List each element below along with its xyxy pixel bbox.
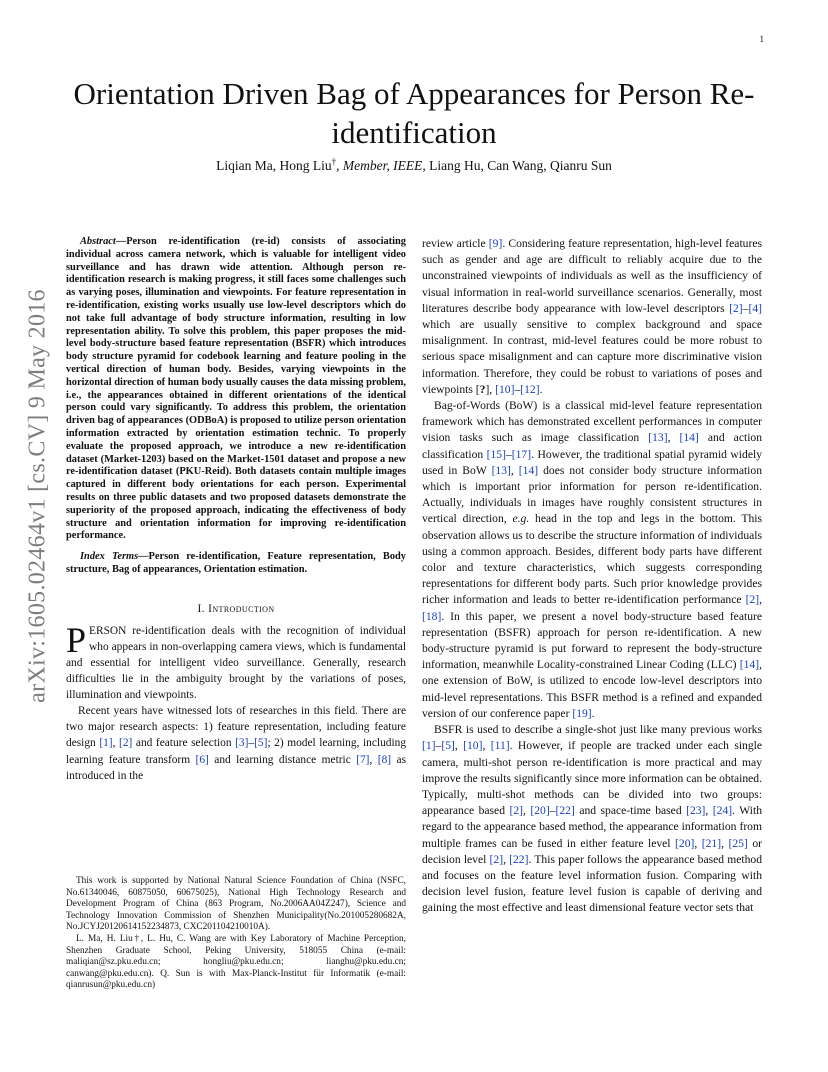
text-run: Recent years have witnessed lots of researches in this field. There are two major research aspects: 1) feature representation, including feature design [66,705,406,750]
text-run: or decision level [422,836,762,866]
citation-link[interactable]: [23] [686,804,706,818]
citation-link[interactable]: [9] [488,237,503,250]
intro-paragraph-1 [66,619,406,703]
citation-link[interactable]: [14] [518,463,539,477]
citation-link[interactable]: [22] [555,804,575,818]
citation-link[interactable]: [2] [119,737,133,750]
text-run: – [435,739,442,753]
text-run: Bag-of-Words (BoW) is a classical mid-level feature representation framework which has demonstrated excellent performances in computer vision tasks such as image classification [422,399,762,445]
right-paragraph-2 [422,398,762,722]
section-number: I. [197,602,209,615]
text-run: and space-time based [574,804,687,818]
intro-paragraph-2 [66,703,406,783]
text-run: and action classification [422,431,763,461]
text-run: , [503,852,510,866]
left-column [66,236,406,784]
eg-abbrev: e.g. [512,512,530,526]
citation-link[interactable]: [6] [195,753,209,766]
text-run: and feature selection [132,737,236,750]
text-run: as introduced in the [66,753,407,782]
citation-link[interactable]: [13] [491,463,511,477]
author-membership: Member, IEEE, [342,158,426,173]
citation-link[interactable]: [13] [648,431,668,445]
citation-link[interactable]: [4] [748,301,762,315]
citation-link[interactable]: [12] [520,382,540,396]
citation-link[interactable]: [24] [712,804,733,818]
funding-footnote: This work is supported by National Natural Science Foundation of China (NSFC, No.61340046, 60875050, 60675025), National High Technology Research and Development Program of China (863 Program, No.2006AA04Z247), Science and Technology Innovation Commission of Shenzhen Municipality(No.201005280682A, No.JCYJ20120614152234873, CXC201104210010A). [66,876,406,933]
text-run: – [505,447,512,461]
text-run: – [514,382,521,396]
text-run: head in the top and legs in the bottom. This observation allows us to describe the structure information of individuals using a common approach. Besides, different body parts have different color and texture characteristics, which suggests corresponding representations for different body parts. Such prior knowledge provides richer information and leads to better re-identification performance [422,512,762,607]
drop-cap: P [66,619,87,660]
text-run: , [369,753,378,766]
text-run: ], [485,382,496,396]
text-run: , [454,739,464,753]
citation-link[interactable]: [22] [509,852,529,866]
citation-link[interactable]: [2] [489,852,504,866]
author-names-a: Liqian Ma, Hong Liu [216,158,332,173]
text-run: . With regard to the appearance based method, the appearance information from multiple frames can be fused in either feature level [422,804,763,850]
citation-link[interactable]: [3] [235,737,249,750]
text-run: review article [422,237,489,250]
text-run: ; 2) model learning, including learning feature transform [66,737,407,766]
abstract [66,236,406,543]
citation-link[interactable]: [14] [679,431,699,445]
citation-link[interactable]: [2] [509,804,524,818]
abstract-text: —Person re-identification (re-id) consists of associating individual across camera network, which is valuable for intelligent video surveillance and has drawn wide attention. Although person re-identification research is making progress, it still faces some challenges such as varying poses, illumination and viewpoints. For feature representation in re-identification, existing works usually use low-level descriptors which do not take full advantage of body structure information, resulting in low representation ability. To solve this problem, this paper proposes the mid-level body-structure based feature representation (BSFR) which introduces body structure pyramid for codebook learning and feature pooling in the vertical direction of human body. Besides, varying viewpoints in the horizontal direction of human body usually causes the data missing problem, i.e., the appearances obtained in different orientations of the identical person could vary significantly. To address this problem, the orientation driven bag of appearances (ODBoA) is proposed to utilize person orientation information extracted by orientation estimation technic. To properly evaluate the proposed approach, we introduce a new re-identification dataset (Market-1203) based on the Market-1501 dataset and propose a new re-identification dataset (PKU-Reid). Both datasets contain multiple images captured in different body orientations for each person. Experimental results on three public datasets and two proposed datasets demonstrate the superiority of the proposed approach, indicating the effectiveness of body structure and orientation information for improving re-identification performance. [66,236,406,542]
text-run: , [510,463,519,477]
page-number: 1 [759,34,764,44]
intro-p1-text: re-identification deals with the recognition of individual who appears in non-overlapping camera views, which is fundamental and essential for intelligent video surveillance. Generally, research difficulties lie in the ambiguity brought by the variations of poses, illumination and viewpoints. [66,624,406,702]
text-run: does not consider body structure information which is important prior information for person re-identification. Actually, individuals in images have roughly consistent structures in vertical direction, [422,463,762,526]
text-run: – [248,737,255,750]
text-run: , [667,431,680,445]
text-run: , [482,739,491,753]
citation-link[interactable]: [2] [729,301,743,315]
citation-link[interactable]: [11] [490,739,510,753]
affiliation-footnote: L. Ma, H. Liu†, L. Hu, C. Wang are with Key Laboratory of Machine Perception, Shenzhen Graduate School, Peking University, 518055 China (e-mail: maliqian@sz.pku.edu.cn; hongliu@pku.edu.cn; lianghu@pku.edu.cn; canwang@pku.edu.cn). Q. Sun is with Max-Planck-Institut für Informatik (e-mail: qianrusun@pku.edu.cn) [66,933,406,991]
index-terms [66,551,406,577]
citation-link[interactable]: [18] [422,609,442,623]
unresolved-citation: ? [479,382,486,396]
citation-link[interactable]: [25] [728,836,748,850]
citation-link[interactable]: [10] [495,382,515,396]
text-run: . However, the traditional spatial pyramid widely used in BoW [422,447,762,477]
text-run: . In this paper, we present a novel body-structure based feature representation (BSFR) approach for person re-identification. A new body-structure pyramid is put forward to represent the body-structure information, meanwhile Locality-constrained Linear Coding (LLC) [422,609,762,672]
abstract-label: Abstract [80,236,116,247]
text-run: , [694,836,702,850]
text-run: , one extension of BoW, is utilized to encode low-level descriptors into mid-level representations. This BSFR method is a refined and expanded version of our conference paper [422,658,762,720]
text-run: , [759,593,762,607]
citation-link[interactable]: [21] [701,836,722,850]
intro-caps-word: ERSON [89,624,127,637]
text-run: . This paper follows the appearance based method and focuses on the feature level information fusion. Comparing with decision level fusion, feature level fusion is capable of deriving and gaining the most effective and least dimensional feature vector sets that [422,852,762,915]
text-run: BSFR is used to describe a single-shot just like many previous works [434,723,762,737]
text-run: , [112,737,120,750]
citation-link[interactable]: [7] [356,753,370,766]
text-run: . [591,706,595,720]
text-run: , [523,804,531,818]
text-run: and learning distance metric [208,753,357,766]
right-column [422,236,762,917]
section-title: Introduction [208,602,275,615]
citation-link[interactable]: [10] [463,739,483,753]
citation-link[interactable]: [14] [739,658,760,672]
text-run: – [549,804,556,818]
citation-link[interactable]: [15] [486,447,506,461]
section-heading [66,601,406,617]
text-run: which are usually sensitive to complex background and space misalignment. In contrast, mid-level features could be more robust to serious space misalignment and can capture more discriminative vision information. Therefore, they could be robust to variations of poses and viewpoints [ [422,318,762,396]
citation-link[interactable]: [5] [254,737,268,750]
text-run: . Considering feature representation, high-level features such as gender and age are difficult to reliably acquire due to the unconstrained viewpoints of individuals as well as the insufficiency of visual information in real-world surveillance scenarios. Generally, most literatures describe body appearance with low-level descriptors [422,237,762,315]
corresponding-author-mark: † [331,156,337,167]
arxiv-stamp: arXiv:1605.02464v1 [cs.CV] 9 May 2016 [24,289,51,703]
citation-link[interactable]: [17] [511,447,532,461]
author-list: Liqian Ma, Hong Liu†, Member, IEEE, Liang Hu, Can Wang, Qianru Sun [216,156,612,173]
author-names-b: Liang Hu, Can Wang, Qianru Sun [425,158,612,173]
index-terms-text: —Person re-identification, Feature representation, Body structure, Bag of appearances, Orientation estimation. [66,551,406,575]
citation-link[interactable]: [2] [745,593,760,607]
text-run: – [742,301,749,315]
citation-link[interactable]: [20] [530,804,550,818]
right-paragraph-1 [422,236,762,398]
citation-link[interactable]: [5] [441,739,455,753]
citation-link[interactable]: [19] [572,706,592,720]
right-paragraph-3 [422,722,762,916]
index-terms-label: Index Terms [80,551,139,563]
text-run: . [539,382,543,396]
citation-link[interactable]: [1] [99,737,113,750]
text-run: . However, if people are tracked under each single camera, multi-shot person re-identification is more practical and may improve the results significantly since more information can be obtained. Typically, multi-shot methods can be divided into two groups: appearance based [422,739,763,818]
citation-link[interactable]: [8] [377,753,392,766]
text-run: , [705,804,713,818]
citation-link[interactable]: [20] [675,836,695,850]
text-run: , [721,836,729,850]
citation-link[interactable]: [1] [422,739,436,753]
footnotes [66,876,406,992]
paper-title: Orientation Driven Bag of Appearances for Person Re-identification [73,76,755,150]
